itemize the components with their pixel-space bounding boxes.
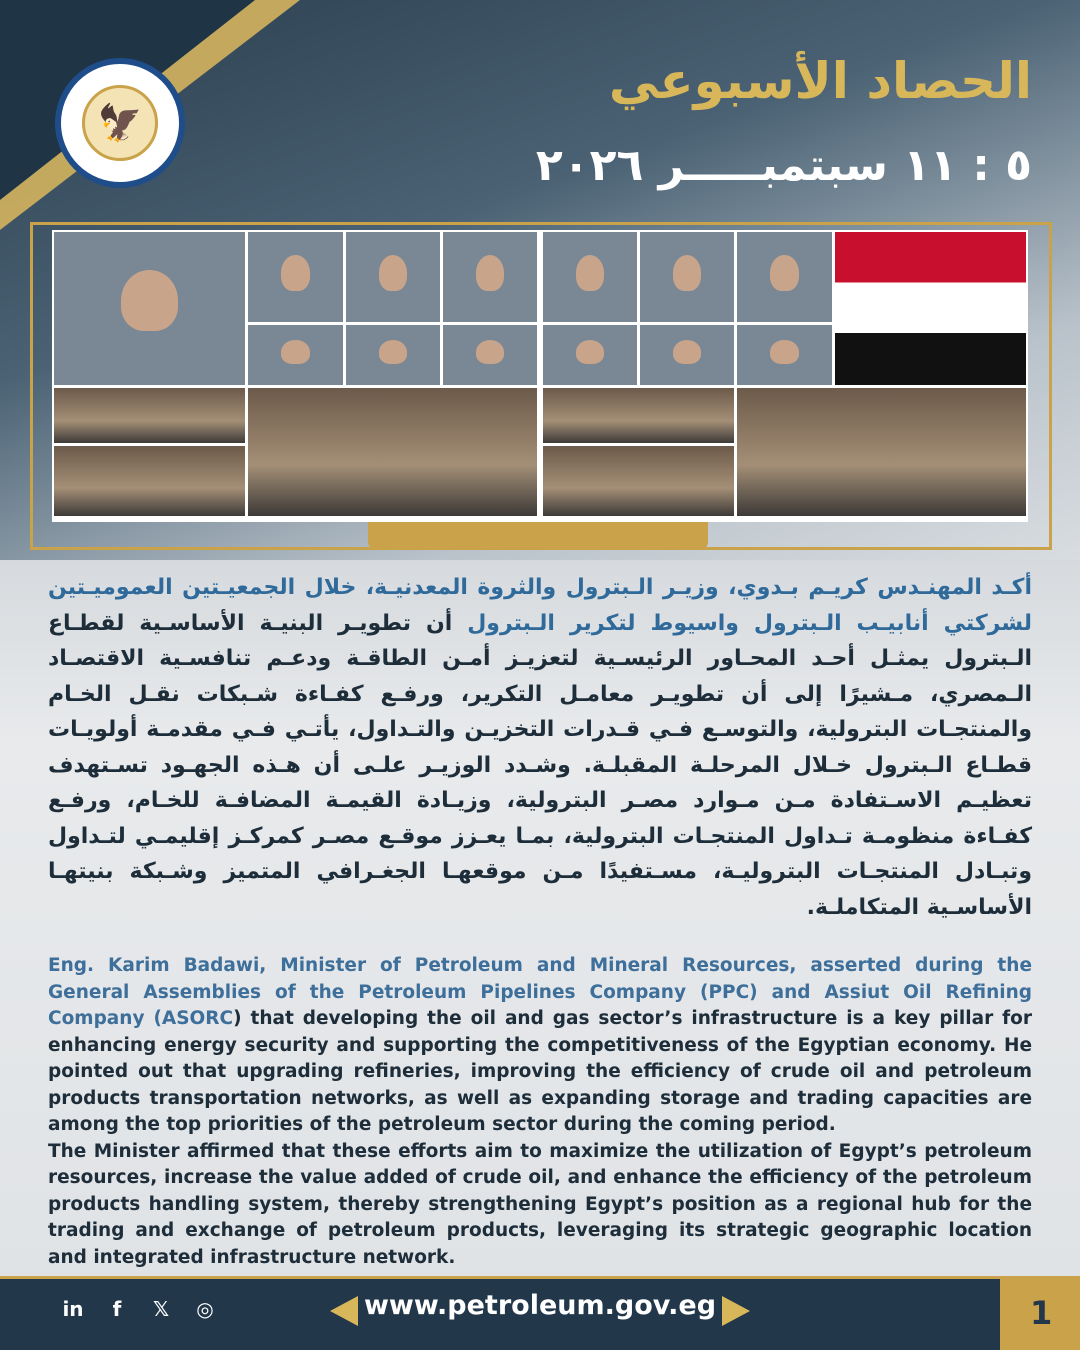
photo-meeting-room [543, 388, 734, 443]
photo-portrait [443, 232, 537, 322]
photo-portrait [54, 232, 245, 385]
english-body-text [48, 953, 1032, 1271]
social-links [60, 1296, 218, 1322]
photo-portrait [543, 232, 637, 322]
ministry-logo [55, 58, 185, 188]
photo-meeting-room [543, 446, 734, 516]
arrow-right-icon [722, 1296, 750, 1326]
photo-portrait [248, 325, 342, 385]
photo-meeting-room [54, 388, 245, 443]
photo-meeting-room [737, 388, 1026, 516]
eagle-emblem-icon: 🦅 [82, 85, 158, 161]
photo-portrait [640, 325, 734, 385]
photo-minister-flag [835, 232, 1026, 385]
photo-portrait [640, 232, 734, 322]
photo-portrait [346, 325, 440, 385]
page-number: 1 [1030, 1294, 1053, 1332]
english-highlight: Eng. Karim Badawi, Minister of Petroleum and Mineral Resources, asserted during the General Assemblies of the Petroleum Pipelines Company (PPC) and Assiut Oil Refining Company (ASORC [48, 955, 1032, 1029]
photo-portrait [248, 232, 342, 322]
arabic-highlight: أكـد المهنـدس كريـم بـدوي، وزيـر الـبترول والثروة المعدنيـة، خلال الجمعيـتين العموميـتين لشركتي أنابيـب الـبترول واسيوط لتكرير الـبترول [48, 575, 1032, 636]
photo-portrait [737, 232, 831, 322]
english-body-p1: ) that developing the oil and gas sector’s infrastructure is a key pillar for enhancing energy security and supporting the competitiveness of the Egyptian economy. He pointed out that upgrading refineries, improving the efficiency of crude oil and petroleum products transportation networks, as well as expanding storage and trading capacities are among the top priorities of the petroleum sector during the coming period. [48, 1008, 1032, 1135]
x-icon[interactable]: 𝕏 [152, 1297, 170, 1321]
photo-portrait [737, 325, 831, 385]
english-body-p2: The Minister affirmed that these efforts aim to maximize the utilization of Egypt’s petroleum resources, increase the value added of crude oil, and enhance the efficiency of the petroleum products handling system, thereby strengthening Egypt’s position as a regional hub for the trading and exchange of petroleum products, leveraging its strategic geographic location and integrated infrastructure network. [48, 1140, 1032, 1268]
date-range: ٥ : ١١ سبتمبـــــر ٢٠٢٦ [535, 140, 1032, 191]
arabic-body-text [48, 570, 1032, 925]
website-link[interactable]: www.petroleum.gov.eg [363, 1290, 717, 1321]
arabic-body: أن تطويـر البنيـة الأساسـية لقطـاع الـبترول يمثـل أحـد المحـاور الرئيسـية لتعزيـز أمـن الطاقـة ودعـم تنافسـية الاقتصـاد الـمصري، مـشيرًا إلى أن تطويـر معامـل التكرير، ورفـع كفـاءة شـبكات نقـل الخـام والمنتجـات البترولية، والتوسـع فـي قـدرات التخزيـن والتـداول، يأتـي فـي مقدمـة أولويـات قطـاع الـبترول خـلال المرحلـة المقبلـة. وشـدد الوزيـر علـى أن هـذه الجهـود تسـتهدف تعظيـم الاسـتفادة مـن مـوارد مصـر البترولية، وزيـادة القيمـة المضافـة للخـام، ورفـع كفـاءة منظومـة تـداول المنتجـات البترولية، بمـا يعـزز موقـع مصـر كمركـز إقليمـي لتـداول وتبـادل المنتجـات البتروليـة، مسـتفيدًا مـن موقعهـا الجغـرافي المتميز وشـبكة بنيتهـا الأساسـية المتكاملـة. [48, 610, 1032, 920]
collage-right [543, 232, 1026, 520]
photo-portrait [346, 232, 440, 322]
instagram-icon[interactable]: ◎ [196, 1297, 214, 1321]
collage-left [54, 232, 537, 520]
photo-meeting-room [54, 446, 245, 516]
linkedin-icon[interactable]: in [62, 1297, 84, 1321]
photo-portrait [443, 325, 537, 385]
facebook-icon[interactable]: f [112, 1297, 122, 1321]
photo-meeting-room [248, 388, 537, 516]
page-title: الحصاد الأسبوعي [608, 52, 1032, 110]
arrow-left-icon [330, 1296, 358, 1326]
photo-collage [52, 230, 1028, 522]
frame-tab-decoration [368, 520, 708, 550]
photo-portrait [543, 325, 637, 385]
